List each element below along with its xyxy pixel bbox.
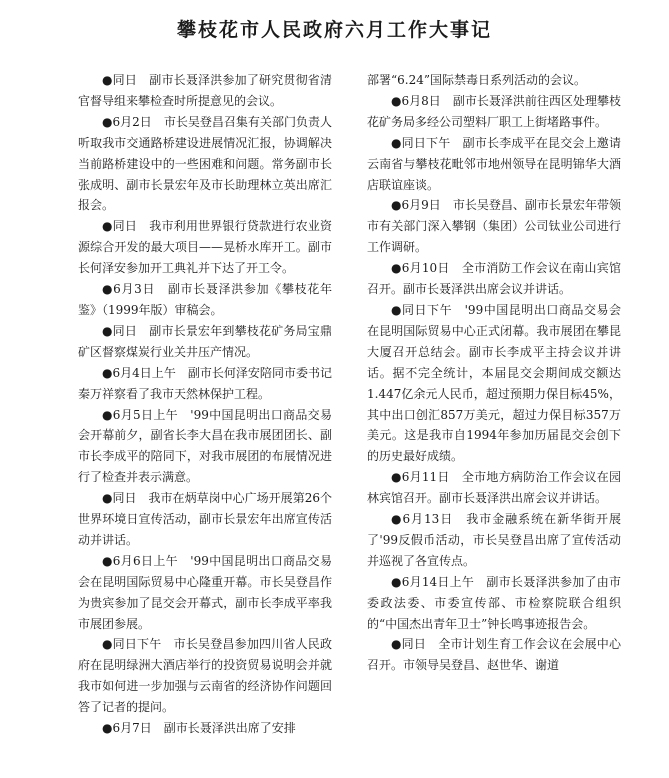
event-entry: ●6月10日 全市消防工作会议在南山宾馆召开。副市长聂泽洪出席会议并讲话。	[367, 261, 621, 297]
event-entry: ●同日下午 '99中国昆明出口商品交易会在昆明国际贸易中心正式闭幕。我市展团在攀昆大厦召开总结会。副市长李成平主持会议并讲话。据不完全统计，本届昆交会期间成交额达1.447亿余元人民币，超过预期力保目标45%，其中出口创汇857万美元，超过力保目标357万美元。这是我市自1994年参加历届昆交会创下的历史最好成绩。	[367, 302, 621, 464]
event-entry: ●同日 副市长聂泽洪参加了研究贯彻省清官督导组来攀检查时所提意见的会议。	[78, 73, 332, 108]
event-entry: ●6月11日 全市地方病防治工作会议在园林宾馆召开。副市长聂泽洪出席会议并讲话。	[367, 470, 621, 506]
event-entry: ●6月13日 我市金融系统在新华街开展了'99反假币活动，市长吴登昌出席了宣传活动并巡视了各宣传点。	[367, 512, 621, 568]
event-entry: ●6月7日 副市长聂泽洪出席了安排	[102, 721, 296, 736]
event-entry: ●同日 全市计划生育工作会议在会展中心召开。市领导吴登昌、赵世华、谢道	[367, 637, 621, 673]
event-entry: ●同日 我市利用世界银行贷款进行农业资源综合开发的最大项目——晃桥水库开工。副市长何泽安参加开工典礼并下达了开工令。	[78, 219, 332, 276]
event-entry: ●6月14日上午 副市长聂泽洪参加了由市委政法委、市委宣传部、市检察院联合组织的“中国杰出青年卫士”钟长鸣事迹报告会。	[367, 574, 621, 631]
left-column	[78, 70, 332, 739]
event-entry: ●6月3日 副市长聂泽洪参加《攀枝花年鉴》（1999年版）审稿会。	[78, 282, 332, 317]
event-entry: ●6月9日 市长吴登昌、副市长景宏年带领市有关部门深入攀钢（集团）公司钛业公司进行工作调研。	[367, 198, 621, 255]
event-entry: ●同日 副市长景宏年到攀枝花矿务局宝鼎矿区督察煤炭行业关井压产情况。	[78, 323, 332, 359]
event-entry: ●同日下午 市长吴登昌参加四川省人民政府在昆明绿洲大酒店举行的投资贸易说明会并就我市如何进一步加强与云南省的经济协作问题回答了记者的提问。	[78, 637, 332, 715]
event-entry: ●6月4日上午 副市长何泽安陪同市委书记秦万祥察看了我市天然林保护工程。	[78, 365, 332, 401]
event-entry: ●6月2日 市长吴登昌召集有关部门负责人听取我市交通路桥建设进展情况汇报，协调解决当前路桥建设中的一些困难和问题。常务副市长张成明、副市长景宏年及市长助理林立英出席汇报会。	[78, 114, 332, 213]
event-entry: ●6月5日上午 '99中国昆明出口商品交易会开幕前夕，副省长李大昌在我市展团团长、副市长李成平的陪同下，对我市展团的布展情况进行了检查并表示满意。	[78, 407, 332, 485]
event-entry: ●同日下午 副市长李成平在昆交会上邀请云南省与攀枝花毗邻市地州领导在昆明锦华大酒店联谊座谈。	[367, 135, 621, 192]
document-title: 攀枝花市人民政府六月工作大事记	[176, 19, 492, 41]
event-entry: ●同日 我市在炳草岗中心广场开展第26个世界环境日宣传活动，副市长景宏年出席宣传活动并讲话。	[78, 491, 332, 547]
right-column	[367, 70, 621, 676]
event-entry: ●6月8日 副市长聂泽洪前往西区处理攀枝花矿务局多经公司塑料厂职工上街堵路事件。	[367, 93, 621, 129]
event-entry: ●6月6日上午 '99中国昆明出口商品交易会在昆明国际贸易中心隆重开幕。市长吴登昌作为贵宾参加了昆交会开幕式，副市长李成平率我市展团参展。	[78, 553, 332, 631]
event-entry: 部署“6.24”国际禁毒日系列活动的会议。	[367, 73, 586, 87]
